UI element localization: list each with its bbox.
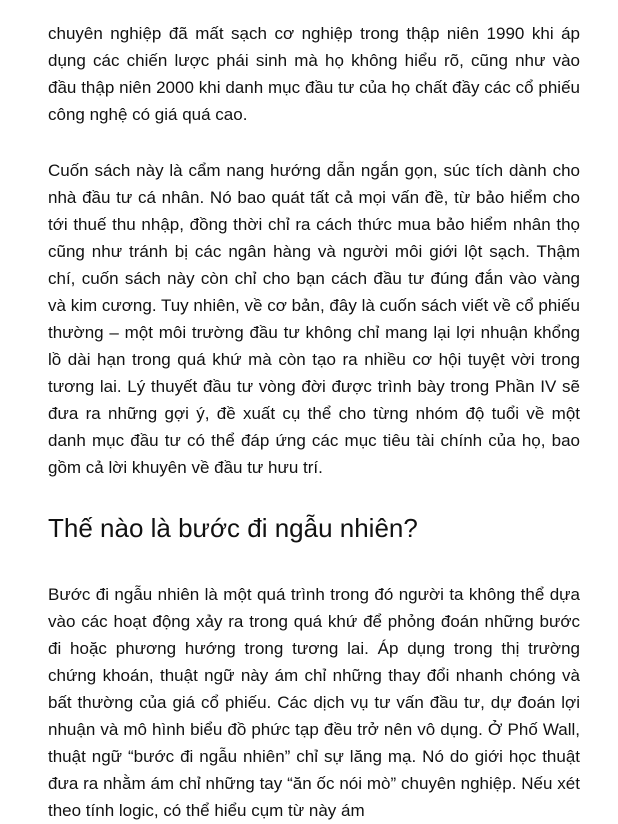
paragraph-intro-continuation: chuyên nghiệp đã mất sạch cơ nghiệp trong thập niên 1990 khi áp dụng các chiến lược phái sinh mà họ không hiểu rõ, cũng như vào đầu thập niên 2000 khi danh mục đầu tư của họ chất đầy các cổ phiếu công nghệ có giá quá cao. [48,24,580,124]
paragraph-random-walk: Bước đi ngẫu nhiên là một quá trình trong đó người ta không thể dựa vào các hoạt động xảy ra trong quá khứ để phỏng đoán những bước đi hoặc phương hướng trong tương lai. Áp dụng trong thị trường chứng khoán, thuật ngữ này ám chỉ những thay đổi nhanh chóng và bất thường của giá cổ phiếu. Các dịch vụ tư vấn đầu tư, dự đoán lợi nhuận và mô hình biểu đồ phức tạp đều trở nên vô dụng. Ở Phố Wall, thuật ngữ “bước đi ngẫu nhiên” chỉ sự lăng mạ. Nó do giới học thuật đưa ra nhằm ám chỉ những tay “ăn ốc nói mò” chuyên nghiệp. Nếu xét theo tính logic, có thể hiểu cụm từ này ám [48,585,580,820]
section-heading: Thế nào là bước đi ngẫu nhiên? [48,513,418,543]
paragraph-book-overview: Cuốn sách này là cẩm nang hướng dẫn ngắn gọn, súc tích dành cho nhà đầu tư cá nhân. Nó bao quát tất cả mọi vấn đề, từ bảo hiểm cho tới thuế thu nhập, đồng thời chỉ ra cách thức mua bảo hiểm nhân thọ cũng như tránh bị các ngân hàng và người môi giới lột sạch. Thậm chí, cuốn sách này còn chỉ cho bạn cách đầu tư đúng đắn vào vàng và kim cương. Tuy nhiên, về cơ bản, đây là cuốn sách viết về cổ phiếu thường – một môi trường đầu tư không chỉ mang lại lợi nhuận khổng lồ dài hạn trong quá khứ mà còn tạo ra nhiều cơ hội tuyệt vời trong tương lai. Lý thuyết đầu tư vòng đời được trình bày trong Phần IV sẽ đưa ra những gợi ý, đề xuất cụ thể cho từng nhóm độ tuổi về một danh mục đầu tư có thể đáp ứng các mục tiêu tài chính của họ, bao gồm cả lời khuyên về đầu tư hưu trí. [48,161,580,477]
